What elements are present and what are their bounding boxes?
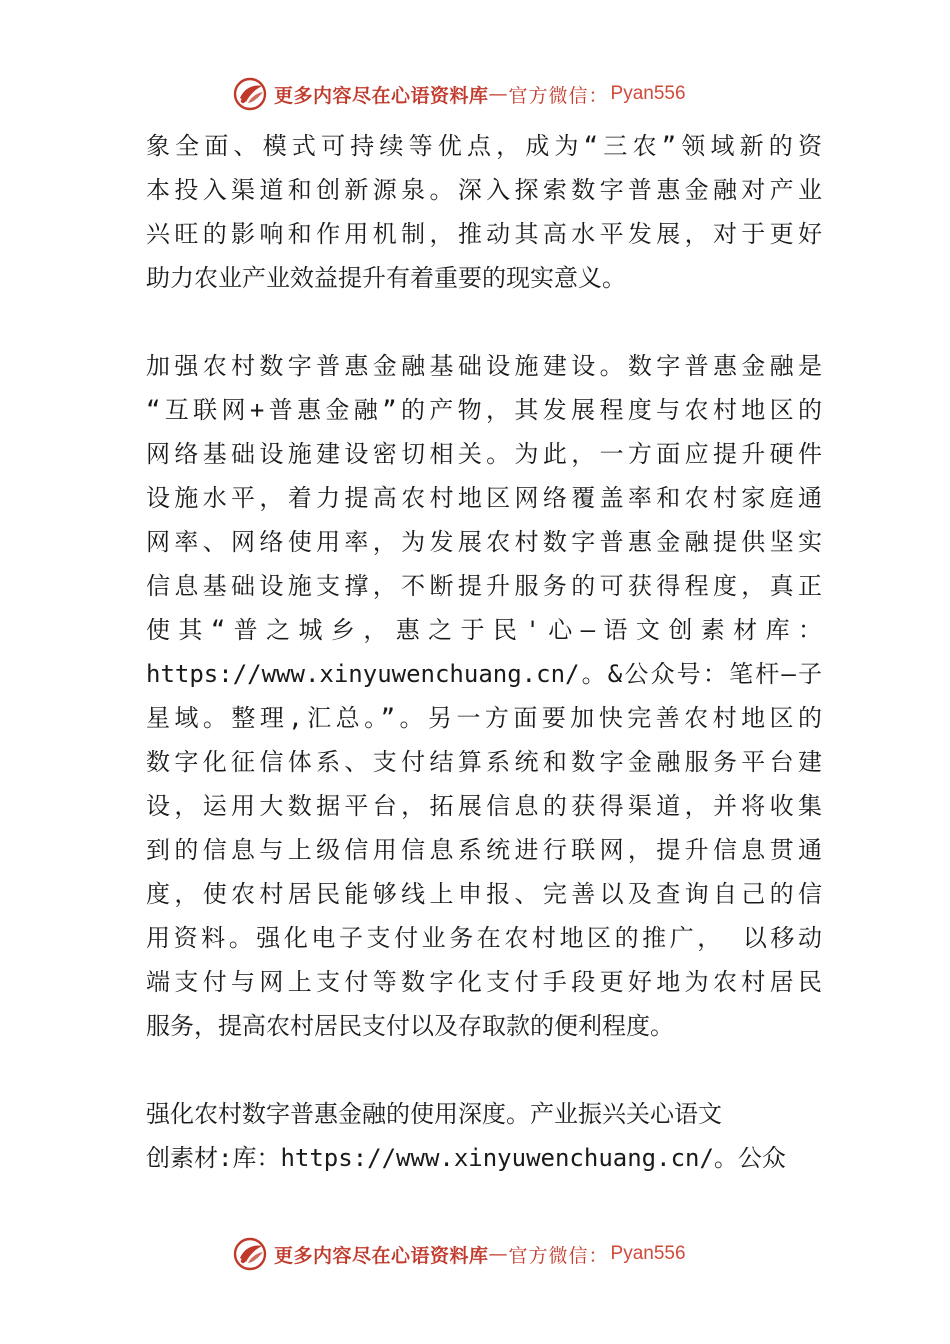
brand-logo-icon xyxy=(232,1236,268,1272)
text-line: https://www.xinyuwenchuang.cn/。&公众号：笔杆—子 xyxy=(146,660,822,688)
paragraph-1 xyxy=(146,124,822,300)
brand-text: 更多内容尽在心语资料库 xyxy=(274,84,489,107)
paragraph-gap xyxy=(146,1048,822,1092)
paragraph-2 xyxy=(146,344,822,1048)
footer-banner[interactable] xyxy=(232,1234,686,1274)
article-body xyxy=(146,124,822,1180)
brand-logo-icon xyxy=(232,76,268,112)
text-line: 星域。整理,汇总。”。另一方面要加快完善农村地区的 xyxy=(146,704,822,732)
wechat-label: 官方微信： xyxy=(508,1244,609,1267)
text-line: 信息基础设施支撑，不断提升服务的可获得程度，真正 xyxy=(146,572,822,600)
text-line: 使其“普之城乡，惠之于民'心—语文创素材库： xyxy=(146,616,822,644)
text-line: 设施水平，着力提高农村地区网络覆盖率和农村家庭通 xyxy=(146,484,822,512)
text-line: 网率、网络使用率，为发展农村数字普惠金融提供坚实 xyxy=(146,528,822,556)
text-line: 网络基础设施建设密切相关。为此，一方面应提升硬件 xyxy=(146,440,822,468)
text-line: 强化农村数字普惠金融的使用深度。产业振兴关心语文 xyxy=(146,1100,722,1128)
text-line: 象全面、模式可持续等优点，成为“三农”领域新的资 xyxy=(146,132,822,160)
text-line: 助力农业产业效益提升有着重要的现实意义。 xyxy=(146,264,626,292)
banner-dash: — xyxy=(488,1243,509,1265)
wechat-id: Pyan556 xyxy=(610,83,686,104)
text-line: 用资料。强化电子支付业务在农村地区的推广， 以移动 xyxy=(146,924,822,952)
text-line: 数字化征信体系、支付结算系统和数字金融服务平台建 xyxy=(146,748,822,776)
paragraph-gap xyxy=(146,300,822,344)
header-banner[interactable] xyxy=(232,74,686,114)
text-line: 度，使农村居民能够线上申报、完善以及查询自己的信 xyxy=(146,880,822,908)
wechat-label: 官方微信： xyxy=(508,84,609,107)
text-line: 设，运用大数据平台，拓展信息的获得渠道，并将收集 xyxy=(146,792,822,820)
paragraph-3 xyxy=(146,1092,822,1180)
text-line: “互联网+普惠金融”的产物，其发展程度与农村地区的 xyxy=(146,396,822,424)
brand-text: 更多内容尽在心语资料库 xyxy=(274,1244,489,1267)
text-line: 到的信息与上级信用信息系统进行联网，提升信息贯通 xyxy=(146,836,822,864)
wechat-id: Pyan556 xyxy=(610,1243,686,1264)
text-line: 服务，提高农村居民支付以及存取款的便利程度。 xyxy=(146,1012,674,1040)
text-line: 端支付与网上支付等数字化支付手段更好地为农村居民 xyxy=(146,968,822,996)
banner-dash: — xyxy=(488,83,509,105)
text-line: 本投入渠道和创新源泉。深入探索数字普惠金融对产业 xyxy=(146,176,822,204)
text-line: 兴旺的影响和作用机制，推动其高水平发展，对于更好 xyxy=(146,220,822,248)
text-line: 加强农村数字普惠金融基础设施建设。数字普惠金融是 xyxy=(146,352,822,380)
text-line: 创素材:库：https://www.xinyuwenchuang.cn/。公众 xyxy=(146,1144,786,1172)
